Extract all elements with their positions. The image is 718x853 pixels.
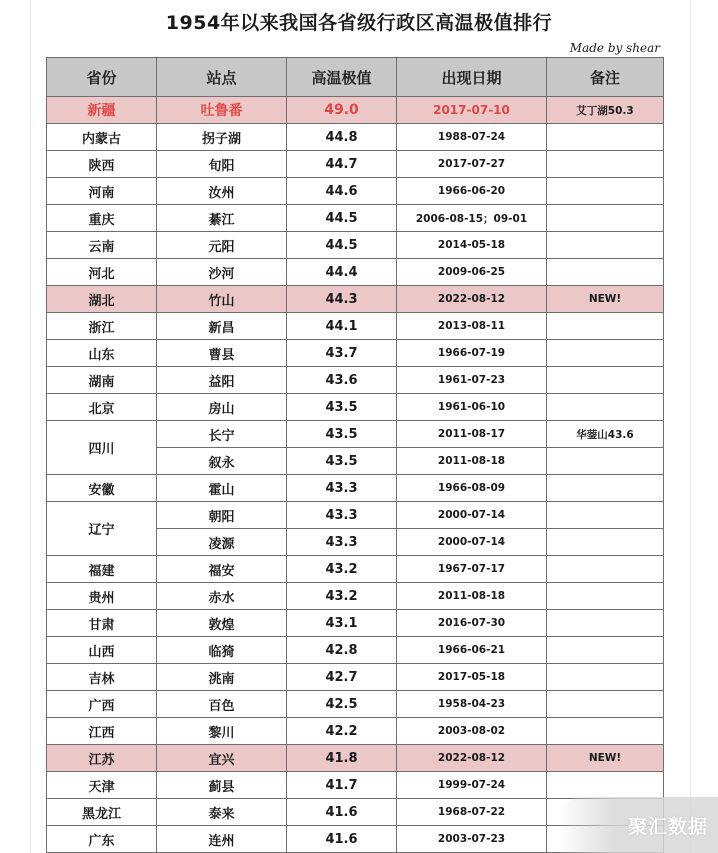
max-temp-cell: 42.7 xyxy=(287,664,397,691)
note-cell xyxy=(547,529,664,556)
date-cell: 2014-05-18 xyxy=(397,232,547,259)
table-row xyxy=(47,286,664,313)
watermark-badge xyxy=(558,797,718,853)
station-cell: 旬阳 xyxy=(157,151,287,178)
station-cell: 汝州 xyxy=(157,178,287,205)
station-cell: 叙永 xyxy=(157,448,287,475)
note-cell xyxy=(547,151,664,178)
province-cell: 贵州 xyxy=(47,583,157,610)
station-cell: 福安 xyxy=(157,556,287,583)
station-cell: 霍山 xyxy=(157,475,287,502)
max-temp-cell: 43.3 xyxy=(287,529,397,556)
station-cell: 长宁 xyxy=(157,421,287,448)
date-cell: 2011-08-18 xyxy=(397,583,547,610)
max-temp-cell: 43.3 xyxy=(287,502,397,529)
table-row xyxy=(47,556,664,583)
date-cell: 2011-08-18 xyxy=(397,448,547,475)
table-row xyxy=(47,259,664,286)
table-row xyxy=(47,340,664,367)
max-temp-cell: 44.6 xyxy=(287,178,397,205)
note-cell xyxy=(547,448,664,475)
table-body xyxy=(47,97,664,853)
max-temp-cell: 42.8 xyxy=(287,637,397,664)
table-row xyxy=(47,367,664,394)
note-cell: NEW! xyxy=(547,745,664,772)
table-row xyxy=(47,178,664,205)
note-cell xyxy=(547,556,664,583)
province-cell: 湖北 xyxy=(47,286,157,313)
note-cell xyxy=(547,718,664,745)
table-row xyxy=(47,475,664,502)
station-cell: 蓟县 xyxy=(157,772,287,799)
date-cell: 2009-06-25 xyxy=(397,259,547,286)
note-cell xyxy=(547,664,664,691)
max-temp-cell: 43.5 xyxy=(287,394,397,421)
table-row xyxy=(47,394,664,421)
table-row xyxy=(47,151,664,178)
note-cell xyxy=(547,259,664,286)
date-cell: 2000-07-14 xyxy=(397,529,547,556)
table-header-row xyxy=(47,58,664,97)
note-cell xyxy=(547,610,664,637)
note-cell xyxy=(547,637,664,664)
table-row xyxy=(47,205,664,232)
max-temp-cell: 43.3 xyxy=(287,475,397,502)
date-cell: 2017-05-18 xyxy=(397,664,547,691)
note-cell xyxy=(547,232,664,259)
province-cell: 河北 xyxy=(47,259,157,286)
date-cell: 2017-07-27 xyxy=(397,151,547,178)
station-cell: 房山 xyxy=(157,394,287,421)
max-temp-cell: 44.7 xyxy=(287,151,397,178)
max-temp-cell: 44.5 xyxy=(287,232,397,259)
province-cell: 福建 xyxy=(47,556,157,583)
date-cell: 2003-08-02 xyxy=(397,718,547,745)
note-cell: 艾丁湖50.3 xyxy=(547,97,664,124)
page-title: 1954年以来我国各省级行政区高温极值排行 xyxy=(165,12,553,34)
note-cell xyxy=(547,691,664,718)
station-cell: 新昌 xyxy=(157,313,287,340)
max-temp-cell: 43.7 xyxy=(287,340,397,367)
column-header-station: 站点 xyxy=(157,58,287,97)
station-cell: 洮南 xyxy=(157,664,287,691)
table-row xyxy=(47,637,664,664)
max-temp-cell: 43.2 xyxy=(287,583,397,610)
station-cell: 綦江 xyxy=(157,205,287,232)
province-cell: 安徽 xyxy=(47,475,157,502)
date-cell: 1999-07-24 xyxy=(397,772,547,799)
station-cell: 黎川 xyxy=(157,718,287,745)
province-cell: 浙江 xyxy=(47,313,157,340)
station-cell: 元阳 xyxy=(157,232,287,259)
column-header-note: 备注 xyxy=(547,58,664,97)
note-cell xyxy=(547,178,664,205)
date-cell: 1961-07-23 xyxy=(397,367,547,394)
column-header-province: 省份 xyxy=(47,58,157,97)
station-cell: 宜兴 xyxy=(157,745,287,772)
province-cell: 山西 xyxy=(47,637,157,664)
note-cell xyxy=(547,205,664,232)
note-cell xyxy=(547,583,664,610)
max-temp-cell: 41.8 xyxy=(287,745,397,772)
table-row xyxy=(47,718,664,745)
column-header-date: 出现日期 xyxy=(397,58,547,97)
date-cell: 2000-07-14 xyxy=(397,502,547,529)
note-cell xyxy=(547,340,664,367)
province-cell: 重庆 xyxy=(47,205,157,232)
note-cell xyxy=(547,772,664,799)
max-temp-cell: 49.0 xyxy=(287,97,397,124)
date-cell: 2003-07-23 xyxy=(397,826,547,853)
province-cell: 吉林 xyxy=(47,664,157,691)
date-cell: 1966-06-21 xyxy=(397,637,547,664)
date-cell: 1968-07-22 xyxy=(397,799,547,826)
table-row xyxy=(47,124,664,151)
province-cell: 内蒙古 xyxy=(47,124,157,151)
province-cell: 江苏 xyxy=(47,745,157,772)
table-row xyxy=(47,421,664,448)
station-cell: 连州 xyxy=(157,826,287,853)
note-cell xyxy=(547,313,664,340)
station-cell: 赤水 xyxy=(157,583,287,610)
province-cell: 甘肃 xyxy=(47,610,157,637)
ranking-table xyxy=(46,57,664,853)
column-header-max-temp: 高温极值 xyxy=(287,58,397,97)
max-temp-cell: 43.5 xyxy=(287,421,397,448)
date-cell: 1967-07-17 xyxy=(397,556,547,583)
province-cell: 新疆 xyxy=(47,97,157,124)
note-cell: NEW! xyxy=(547,286,664,313)
max-temp-cell: 41.7 xyxy=(287,772,397,799)
table-row xyxy=(47,610,664,637)
author-credit: Made by shear xyxy=(569,41,660,55)
province-cell: 北京 xyxy=(47,394,157,421)
date-cell: 1958-04-23 xyxy=(397,691,547,718)
max-temp-cell: 44.4 xyxy=(287,259,397,286)
station-cell: 沙河 xyxy=(157,259,287,286)
table-row xyxy=(47,664,664,691)
table-row xyxy=(47,691,664,718)
table-row xyxy=(47,97,664,124)
date-cell: 1966-06-20 xyxy=(397,178,547,205)
date-cell: 2022-08-12 xyxy=(397,286,547,313)
station-cell: 敦煌 xyxy=(157,610,287,637)
province-cell: 山东 xyxy=(47,340,157,367)
max-temp-cell: 44.5 xyxy=(287,205,397,232)
max-temp-cell: 43.2 xyxy=(287,556,397,583)
station-cell: 益阳 xyxy=(157,367,287,394)
province-cell: 天津 xyxy=(47,772,157,799)
max-temp-cell: 44.8 xyxy=(287,124,397,151)
province-cell: 辽宁 xyxy=(47,502,157,556)
page-edge-right xyxy=(690,0,691,853)
date-cell: 1966-07-19 xyxy=(397,340,547,367)
date-cell: 1966-08-09 xyxy=(397,475,547,502)
note-cell xyxy=(547,394,664,421)
note-cell xyxy=(547,475,664,502)
station-cell: 竹山 xyxy=(157,286,287,313)
max-temp-cell: 43.5 xyxy=(287,448,397,475)
province-cell: 四川 xyxy=(47,421,157,475)
station-cell: 朝阳 xyxy=(157,502,287,529)
max-temp-cell: 43.1 xyxy=(287,610,397,637)
max-temp-cell: 42.2 xyxy=(287,718,397,745)
ranking-table-container xyxy=(46,57,663,853)
watermark-text: 聚汇数据 xyxy=(627,816,708,838)
province-cell: 黑龙江 xyxy=(47,799,157,826)
table-row xyxy=(47,232,664,259)
province-cell: 广西 xyxy=(47,691,157,718)
station-cell: 凌源 xyxy=(157,529,287,556)
station-cell: 曹县 xyxy=(157,340,287,367)
max-temp-cell: 44.1 xyxy=(287,313,397,340)
station-cell: 百色 xyxy=(157,691,287,718)
table-row xyxy=(47,772,664,799)
note-cell xyxy=(547,367,664,394)
date-cell: 2013-08-11 xyxy=(397,313,547,340)
date-cell: 1961-06-10 xyxy=(397,394,547,421)
province-cell: 陕西 xyxy=(47,151,157,178)
date-cell: 1988-07-24 xyxy=(397,124,547,151)
date-cell: 2017-07-10 xyxy=(397,97,547,124)
station-cell: 临猗 xyxy=(157,637,287,664)
note-cell xyxy=(547,502,664,529)
table-row xyxy=(47,313,664,340)
table-row xyxy=(47,502,664,529)
station-cell: 泰来 xyxy=(157,799,287,826)
max-temp-cell: 41.6 xyxy=(287,826,397,853)
province-cell: 河南 xyxy=(47,178,157,205)
page-edge-left xyxy=(30,0,31,853)
table-row xyxy=(47,745,664,772)
date-cell: 2006-08-15；09-01 xyxy=(397,205,547,232)
max-temp-cell: 44.3 xyxy=(287,286,397,313)
station-cell: 吐鲁番 xyxy=(157,97,287,124)
max-temp-cell: 42.5 xyxy=(287,691,397,718)
max-temp-cell: 41.6 xyxy=(287,799,397,826)
max-temp-cell: 43.6 xyxy=(287,367,397,394)
table-row xyxy=(47,583,664,610)
province-cell: 广东 xyxy=(47,826,157,853)
station-cell: 拐子湖 xyxy=(157,124,287,151)
province-cell: 湖南 xyxy=(47,367,157,394)
note-cell xyxy=(547,124,664,151)
date-cell: 2011-08-17 xyxy=(397,421,547,448)
province-cell: 江西 xyxy=(47,718,157,745)
date-cell: 2016-07-30 xyxy=(397,610,547,637)
note-cell: 华蓥山43.6 xyxy=(547,421,664,448)
province-cell: 云南 xyxy=(47,232,157,259)
date-cell: 2022-08-12 xyxy=(397,745,547,772)
